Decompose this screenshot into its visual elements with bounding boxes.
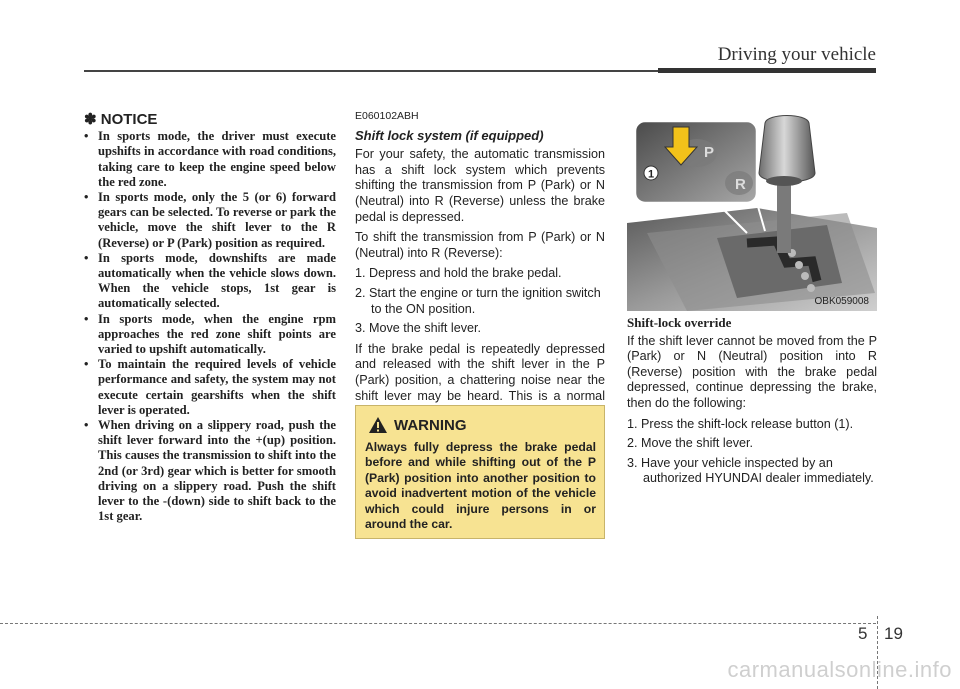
figure-label-r: R [735, 176, 746, 193]
notice-box [84, 112, 336, 524]
warning-header [368, 414, 467, 436]
notice-item: • In sports mode, when the engine rpm approaches the red zone shift points are varied to upshift automatically. [84, 312, 336, 358]
notice-title: ✽ NOTICE [84, 111, 158, 128]
page-number: 19 [884, 624, 903, 643]
shift-lock-howto: To shift the transmission from P (Park) or N (Neutral) into R (Reverse): [355, 230, 605, 260]
override-intro: If the shift lever cannot be moved from the P (Park) or N (Neutral) position into R (Reverse) position with the brake pedal depressed, continue depressing the brake, then do the following: [627, 333, 877, 410]
shift-lock-section [355, 109, 605, 425]
notice-item: • In sports mode, downshifts are made automatically when the vehicle slows down. When the vehicle stops, 1st gear is automatically selected. [84, 251, 336, 312]
warning-title: WARNING [394, 416, 467, 434]
shift-lever-illustration [627, 113, 877, 311]
notice-item: • In sports mode, only the 5 (or 6) forward gears can be selected. To reverse or park the vehicle, move the shift lever to the R (Reverse) or P (Park) position as required. [84, 190, 336, 251]
override-steps [627, 417, 877, 487]
shift-lock-note: If the brake pedal is repeatedly depressed and released with the shift lever in the P (Park) position, a chattering noise near the shift lever may be heard. This is a normal [355, 341, 605, 403]
warning-triangle-icon [368, 416, 388, 434]
shift-lock-heading: Shift lock system (if equipped) [355, 127, 544, 143]
warning-text: Always fully depress the brake pedal before and while shifting out of the P (Park) position into another position to avoid inadvertent motion of the vehicle which could injure persons in or around the car. [365, 440, 596, 532]
notice-list [84, 129, 336, 524]
watermark: carmanualsonline.info [727, 657, 952, 682]
figure-caption: OBK059008 [814, 296, 869, 307]
figure-label-p: P [704, 144, 715, 161]
override-heading: Shift-lock override [627, 315, 732, 330]
step-item: 2. Start the engine or turn the ignition switch to the ON position. [355, 285, 601, 316]
override-section [627, 315, 877, 491]
step-item: 1. Press the shift-lock release button (1). [627, 416, 854, 431]
notice-item: • To maintain the required levels of vehicle performance and safety, the system may not execute certain gearshifts when the shift lever is operated. [84, 357, 336, 418]
step-item: 2. Move the shift lever. [627, 436, 753, 451]
footer-rule [0, 623, 876, 624]
step-item: 3. Move the shift lever. [355, 321, 481, 336]
notice-item: • When driving on a slippery road, push the shift lever forward into the +(up) position. This causes the transmission to shift into the 2nd (or 3rd) gear which is better for smooth driving on a slippery road. Push the shift lever to the -(down) side to shift back to the 1st gear. [84, 418, 336, 524]
shift-lock-steps [355, 266, 605, 336]
header-rule-accent [658, 68, 876, 73]
figure-callout: 1 [648, 168, 655, 181]
step-item: 1. Depress and hold the brake pedal. [355, 266, 562, 281]
section-code: E060102ABH [355, 110, 419, 122]
section-title: Driving your vehicle [717, 44, 876, 65]
notice-item: • In sports mode, the driver must execute upshifts in accordance with road conditions, taking care to keep the engine speed below the red zone. [84, 129, 336, 190]
chapter-number: 5 [858, 624, 868, 643]
shift-lever-figure [627, 113, 877, 311]
shift-lock-intro: For your safety, the automatic transmission has a shift lock system which prevents shifting the transmission from P (Park) or N (Neutral) into R (Reverse) unless the brake pedal is depressed. [355, 147, 605, 224]
step-item: 3. Have your vehicle inspected by an authorized HYUNDAI dealer immediately. [627, 455, 874, 486]
warning-box [355, 405, 605, 539]
